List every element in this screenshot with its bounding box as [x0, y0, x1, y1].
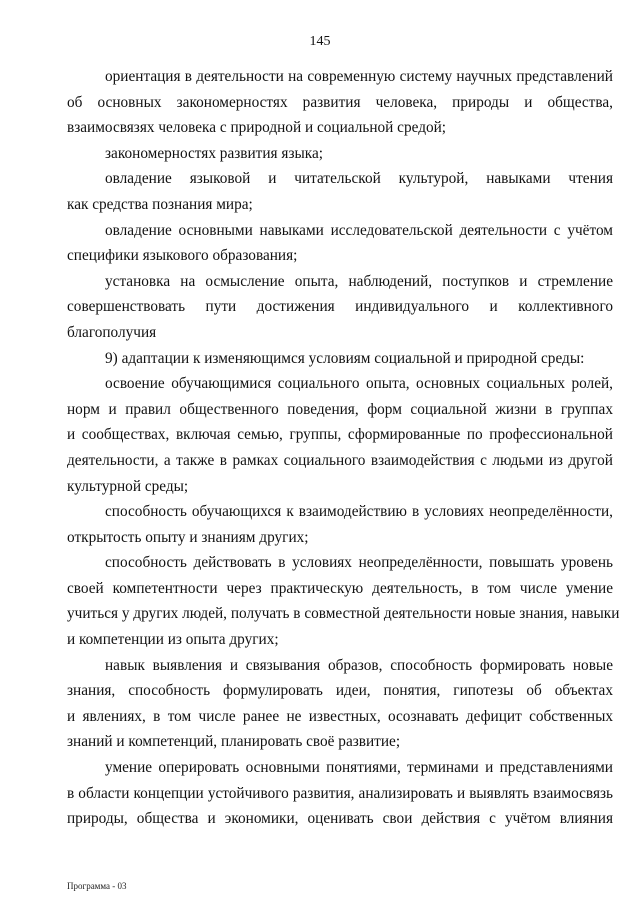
text-line: открытость опыту и знаниям других; — [67, 528, 309, 546]
text-line: взаимосвязях человека с природной и социальной средой; — [67, 119, 447, 137]
page-number: 145 — [309, 34, 331, 49]
text-line: установка на осмысление опыта, наблюдений, поступков и стремление — [105, 272, 613, 290]
text-line: в области концепции устойчивого развития, анализировать и выявлять взаимосвязь — [67, 784, 613, 802]
text-line: культурной среды; — [67, 477, 189, 495]
text-line: способность действовать в условиях неопределённости, повышать уровень — [105, 554, 613, 572]
text-line: навык выявления и связывания образов, способность формировать новые — [105, 656, 613, 674]
text-line: ориентация в деятельности на современную систему научных представлений — [105, 68, 613, 85]
text-line: своей компетентности через практическую деятельность, в том числе умение — [67, 579, 613, 597]
text-line: норм и правил общественного поведения, форм социальной жизни в группах — [67, 400, 613, 418]
text-line: природы, общества и экономики, оценивать свои действия с учётом влияния — [67, 810, 613, 828]
text-line: совершенствовать пути достижения индивидуального и коллективного — [67, 298, 613, 316]
text-line: знаний и компетенций, планировать своё развитие; — [67, 733, 401, 751]
text-line: и явлениях, в том числе ранее не известных, осознавать дефицит собственных — [67, 707, 613, 725]
text-line: освоение обучающимися социального опыта, основных социальных ролей, — [105, 375, 613, 393]
text-line: специфики языкового образования; — [67, 247, 298, 265]
text-line: овладение основными навыками исследовательской деятельности с учётом — [105, 221, 613, 239]
text-line: овладение языковой и читательской культурой, навыками чтения — [105, 170, 613, 188]
text-line: и сообществах, включая семью, группы, сформированные по профессиональной — [67, 426, 613, 444]
document-body — [67, 64, 620, 832]
text-line: как средства познания мира; — [67, 195, 253, 213]
text-line: об основных закономерностях развития человека, природы и общества, — [67, 93, 613, 111]
text-line: и компетенции из опыта других; — [67, 631, 279, 649]
text-line: учиться у других людей, получать в совместной деятельности новые знания, навыки — [67, 605, 620, 623]
text-line: благополучия — [67, 323, 157, 341]
text-line: знания, способность формулировать идеи, понятия, гипотезы об объектах — [67, 682, 613, 700]
text-line: способность обучающихся к взаимодействию в условиях неопределённости, — [105, 503, 613, 521]
text-line: закономерностях развития языка; — [105, 144, 324, 162]
text-line: умение оперировать основными понятиями, терминами и представлениями — [105, 759, 613, 777]
text-line: деятельности, а также в рамках социального взаимодействия с людьми из другой — [67, 451, 613, 469]
text-line: 9) адаптации к изменяющимся условиям социальной и природной среды: — [105, 349, 585, 367]
footer-label: Программа - 03 — [67, 881, 127, 891]
